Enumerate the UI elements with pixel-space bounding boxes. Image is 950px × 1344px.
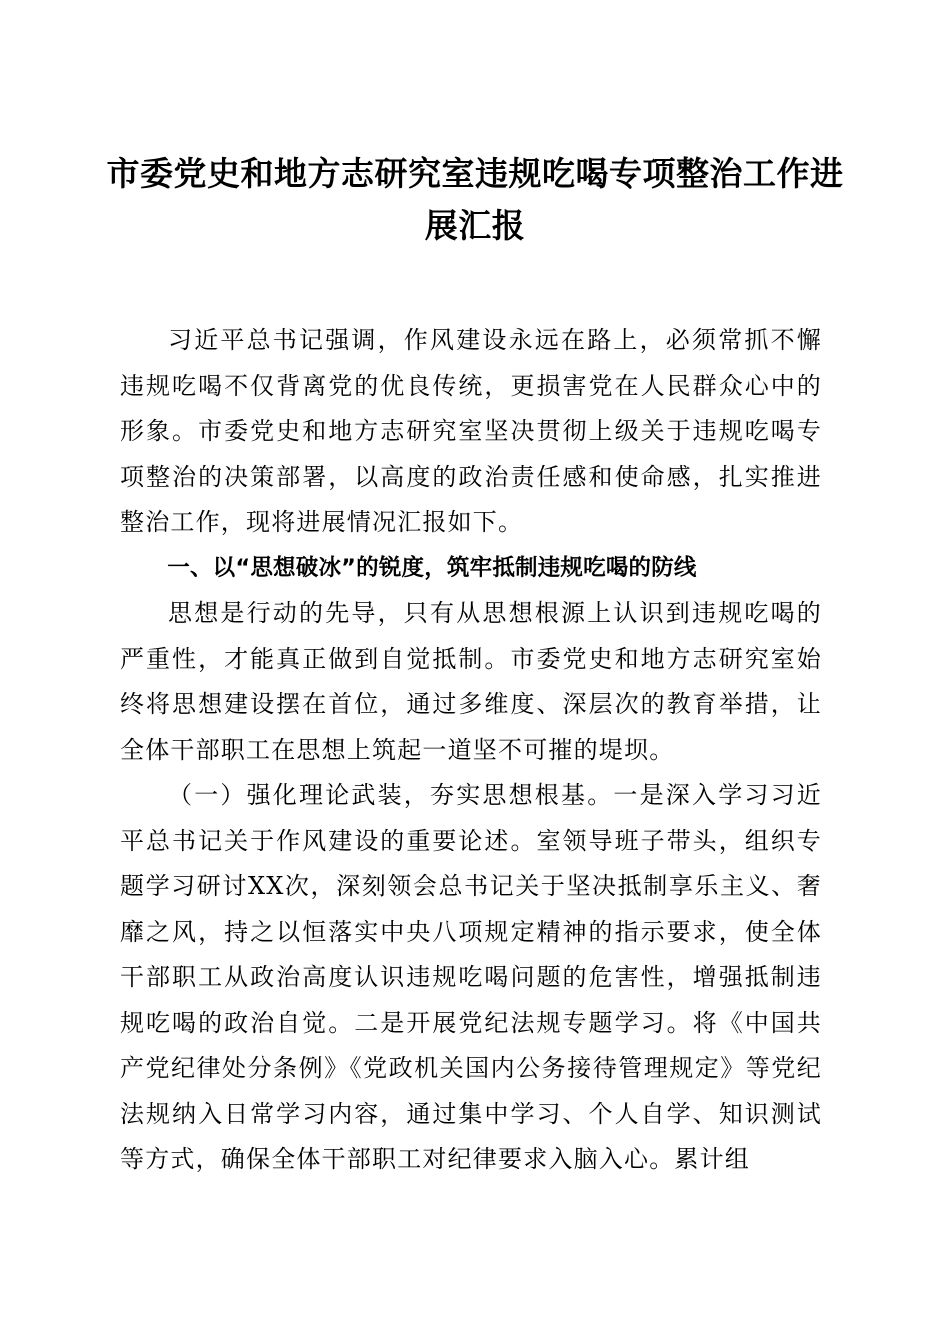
subsection-1-lead: （一）强化理论武装，夯实思想根基。	[168, 781, 614, 809]
document-body	[120, 318, 822, 1183]
subsection-1-paragraph	[120, 773, 822, 1183]
section-1-paragraph: 思想是行动的先导，只有从思想根源上认识到违规吃喝的严重性，才能真正做到自觉抵制。市委党史和地方志研究室始终将思想建设摆在首位，通过多维度、深层次的教育举措，让全体干部职工在思想上筑起一道坚不可摧的堤坝。	[120, 599, 822, 764]
intro-paragraph: 习近平总书记强调，作风建设永远在路上，必须常抓不懈违规吃喝不仅背离党的优良传统，更损害党在人民群众心中的形象。市委党史和地方志研究室坚决贯彻上级关于违规吃喝专项整治的决策部署，以高度的政治责任感和使命感，扎实推进整治工作，现将进展情况汇报如下。	[120, 326, 822, 536]
subsection-1-text: 一是深入学习习近平总书记关于作风建设的重要论述。室领导班子带头，组织专题学习研讨XX次，深刻领会总书记关于坚决抵制享乐主义、奢靡之风，持之以恒落实中央八项规定精神的指示要求，使全体干部职工从政治高度认识违规吃喝问题的危害性，增强抵制违规吃喝的政治自觉。二是开展党纪法规专题学习。将《中国共产党纪律处分条例》《党政机关国内公务接待管理规定》等党纪法规纳入日常学习内容，通过集中学习、个人自学、知识测试等方式，确保全体干部职工对纪律要求入脑入心。累计组	[120, 781, 822, 1173]
document-title: 市委党史和地方志研究室违规吃喝专项整治工作进展汇报	[106, 154, 844, 245]
section-heading-1: 一、以“思想破冰”的锐度，筑牢抵制违规吃喝的防线	[167, 554, 697, 581]
